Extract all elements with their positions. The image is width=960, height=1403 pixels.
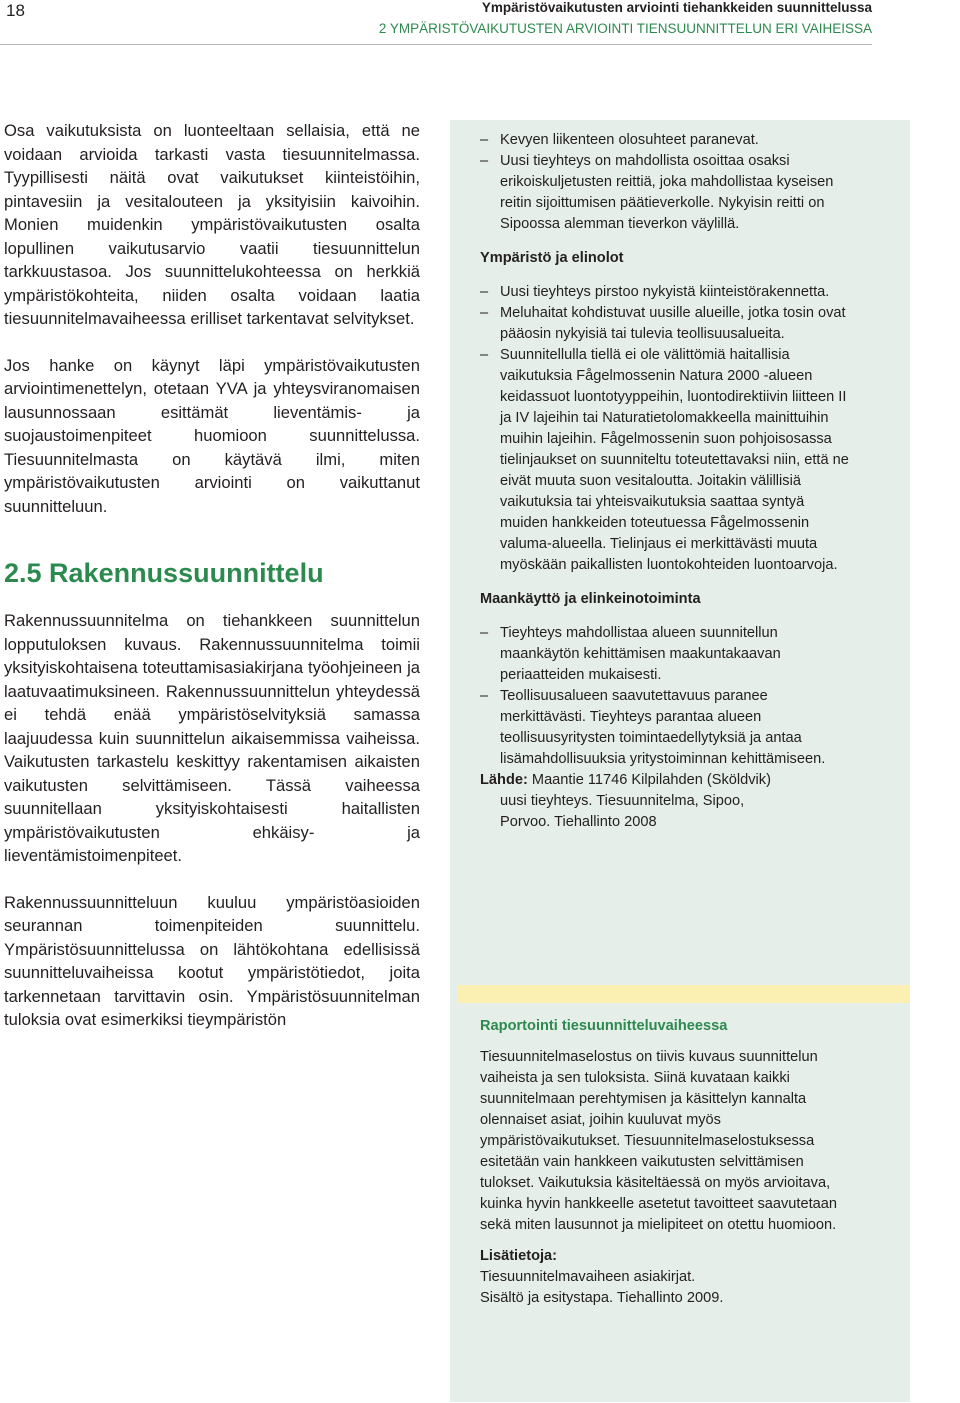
- sidebar-heading: Ympäristö ja elinolot: [480, 250, 624, 266]
- dash-bullet: –: [480, 625, 489, 641]
- paragraph: Jos hanke on käynyt läpi ympäristövaikutusten arviointimenettelyn, otetaan YVA ja yhteysviranomaisen lausunnossaan esittämät lieventämis- ja suojaustoimenpiteet huomioon suunnittelussa. Tiesuunnitelmasta on käytävä ilmi, miten ympäristövaikutusten arviointi on vaikuttanut suunnitteluun.: [4, 355, 420, 516]
- chapter-title: 2 YMPÄRISTÖVAIKUTUSTEN ARVIOINTI TIENSUUNNITTELUN ERI VAIHEISSA: [378, 21, 872, 36]
- dash-bullet: –: [480, 153, 489, 169]
- dash-bullet: –: [480, 305, 489, 321]
- list-item: – Teollisuusalueen saavutettavuus paranee merkittävästi. Tieyhteys parantaa alueen teollisuusyritysten toimintaedellytyksiä ja antaa lisämahdollisuuksia yritystoiminnan kehittämiseen.: [480, 688, 826, 767]
- list-item: – Kevyen liikenteen olosuhteet paranevat.: [480, 130, 852, 151]
- source-text: Porvoo. Tiehallinto 2008: [500, 814, 657, 830]
- sidebar-heading: Maankäyttö ja elinkeinotoiminta: [480, 591, 701, 607]
- bullet-list: [480, 623, 852, 770]
- reporting-box: [480, 1016, 852, 1309]
- dash-bullet: –: [480, 347, 489, 363]
- source-citation: [480, 770, 852, 833]
- header-divider: [0, 44, 872, 45]
- publication-title: Ympäristövaikutusten arviointi tiehankkeiden suunnittelussa: [481, 0, 872, 15]
- source-label: Lähde:: [480, 772, 528, 788]
- page-number: 18: [6, 1, 25, 20]
- more-info-text: Sisältö ja esitystapa. Tiehallinto 2009.: [480, 1290, 724, 1306]
- main-text-column: [4, 119, 420, 1055]
- dash-bullet: –: [480, 132, 489, 148]
- bullet-list: [480, 130, 852, 235]
- list-item: – Tieyhteys mahdollistaa alueen suunnitellun maankäytön kehittämisen maakuntakaavan periaatteiden mukaisesti.: [480, 625, 781, 683]
- running-header: [379, 0, 872, 37]
- section-heading: 2.5 Rakennussuunnittelu: [4, 558, 324, 588]
- more-info-text: Tiesuunnitelmavaiheen asiakirjat.: [480, 1269, 696, 1285]
- reporting-text: Tiesuunnitelmaselostus on tiivis kuvaus suunnittelun vaiheista ja sen tuloksista. Siinä kuvataan kaikki suunnitelmaan perehtymisen ja käsittelyn kannalta olennaiset asiat, joihin kuuluvat myös ympäristövaikutukset. Tiesuunnitelmaselostuksessa esitetään vain hankkeen vaikutusten selvittämisen tulokset. Vaikutuksia käsiteltäessä on myös arvioitava, kuinka hyvin hankkeelle asetetut tavoitteet saavutetaan sekä miten lausunnot ja mielipiteet on otettu huomioon.: [480, 1049, 837, 1233]
- divider-band: [458, 985, 910, 1003]
- dash-bullet: –: [480, 688, 489, 704]
- paragraph: Rakennussuunnitelma on tiehankkeen suunnittelun lopputuloksen kuvaus. Rakennussuunnitelma toimii yksityiskohtaisena toteuttamisasiakirjana työohjeineen ja laatuvaatimuksineen. Rakennussuunnittelun yhteydessä ei tehdä enää ympäristöselvityksiä samassa laajuudessa kuin suunnittelun aikaisemmissa vaiheissa. Vaikutusten tarkastelu keskittyy rakentamisen aikaisten vaikutusten selvittämiseen. Tässä vaiheessa suunnitellaan yksityiskohtaisesti haitallisten ympäristövaikutusten ehkäisy- ja lieventämistoimenpiteet.: [4, 611, 420, 865]
- paragraph: Osa vaikutuksista on luonteeltaan sellaisia, että ne voidaan arvioida tarkasti vasta tiesuunnitelmassa. Tyypillisesti näitä ovat vaikutukset kiinteistöihin, pintavesiin ja vesitalouteen ja yksityisiin kaivoihin. Monien muidenkin ympäristövaikutusten osalta lopullinen vaikutusarvio vaatii tiesuunnittelun tarkkuustasoa. Jos suunnittelukohteessa on herkkiä ympäristökohteita, niiden osalta voidaan laatia tiesuunnitelmavaiheessa erilliset tarkentavat selvitykset.: [4, 121, 420, 328]
- source-text: uusi tieyhteys. Tiesuunnitelma, Sipoo,: [500, 793, 745, 809]
- list-item: – Suunnitellulla tiellä ei ole välittömiä haitallisia vaikutuksia Fågelmossenin Natura 2000 -alueen keidassuot luontotyyppeihin, luontodirektiivin liitteen II ja IV lajeihin tai Naturatietolomakkeella mainittuihin muihin lajeihin. Fågelmossenin suon pohjoisosassa tielinjaukset on suunniteltu toteutettavaksi niin, että ne eivät muuta suon vesitaloutta. Joitakin välillisiä vaikutuksia tai yhteisvaikutuksia saattaa syntyä muiden hankkeiden toteutuessa Fågelmossenin valuma-alueella. Tielinjaus ei merkittävästi muuta myöskään paikallisten luontokohteiden luontoarvoja.: [480, 347, 849, 573]
- bullet-list: [480, 282, 852, 576]
- dash-bullet: –: [480, 284, 489, 300]
- paragraph: Rakennussuunnitteluun kuuluu ympäristöasioiden seurannan toimenpiteiden suunnittelu. Ympäristösuunnittelussa on lähtökohtana edellisissä suunnitteluvaiheissa kootut ympäristötiedot, joita tarkennetaan tarvittavin osin. Ympäristösuunnitelman tuloksia ovat esimerkiksi tieympäristön: [4, 892, 420, 1029]
- list-item: – Meluhaitat kohdistuvat uusille alueille, jotka tosin ovat pääosin nykyisiä tai tulevia teollisuusalueita.: [480, 305, 846, 342]
- source-text: Maantie 11746 Kilpilahden (Sköldvik): [531, 772, 771, 788]
- more-info-label: Lisätietoja:: [480, 1248, 558, 1264]
- sidebar-content: [480, 130, 852, 833]
- list-item: – Uusi tieyhteys on mahdollista osoittaa osaksi erikoiskuljetusten reittiä, joka mahdollistaa kyseisen reitin sijoittumisen päätieverkolle. Nykyisin reitti on Sipoossa alemman tieverkon väylillä.: [480, 153, 834, 232]
- list-item: – Uusi tieyhteys pirstoo nykyistä kiinteistörakennetta.: [480, 282, 852, 303]
- reporting-heading: Raportointi tiesuunnitteluvaiheessa: [480, 1018, 728, 1034]
